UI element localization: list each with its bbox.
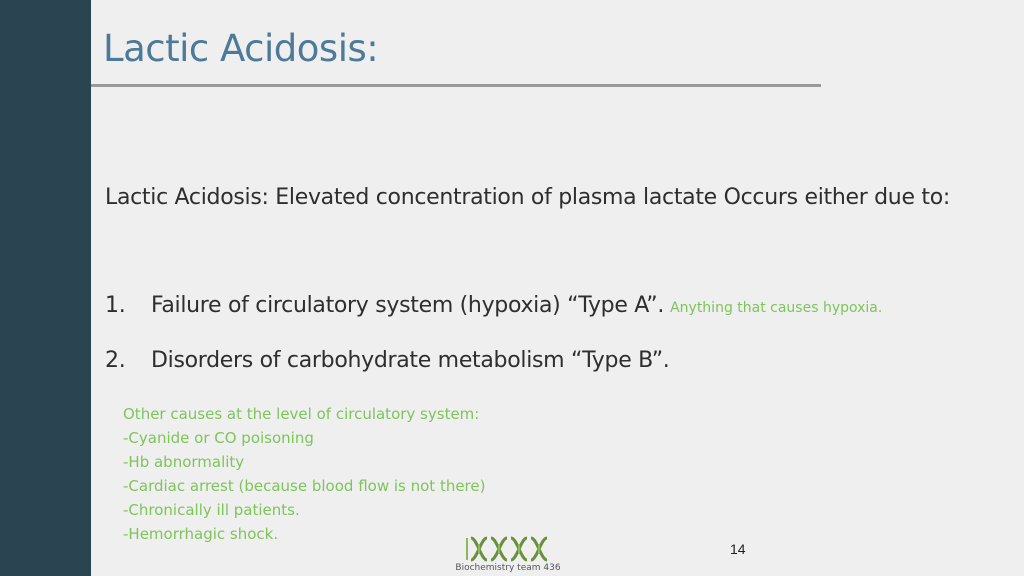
- note-line: -Cyanide or CO poisoning: [123, 429, 314, 447]
- page-number: 14: [730, 541, 746, 557]
- note-line: -Chronically ill patients.: [123, 501, 300, 519]
- list-item-text: Failure of circulatory system (hypoxia) “Type A”.: [151, 293, 665, 318]
- notes-block: [123, 402, 485, 546]
- slide-sidebar-bar: [0, 0, 91, 576]
- list-number: 2.: [105, 348, 126, 373]
- note-line: -Cardiac arrest (because blood flow is not there): [123, 477, 486, 495]
- list-item-text: Disorders of carbohydrate metabolism “Type B”.: [151, 348, 670, 373]
- title-divider: [91, 84, 821, 87]
- team-logo: [449, 534, 567, 576]
- note-line: -Hemorrhagic shock.: [123, 525, 279, 543]
- cause-list: [105, 284, 882, 394]
- list-number: 1.: [105, 293, 126, 318]
- slide-title: Lactic Acidosis:: [103, 27, 379, 70]
- logo-caption: Biochemistry team 436: [455, 563, 561, 573]
- list-item: [105, 339, 882, 394]
- dna-logo-icon: [449, 534, 567, 564]
- note-line: -Hb abnormality: [123, 453, 245, 471]
- list-item: [105, 284, 882, 339]
- intro-text: Lactic Acidosis: Elevated concentration of plasma lactate Occurs either due to:: [105, 185, 950, 210]
- inline-note: Anything that causes hypoxia.: [670, 300, 883, 316]
- note-line: Other causes at the level of circulatory system:: [123, 405, 480, 423]
